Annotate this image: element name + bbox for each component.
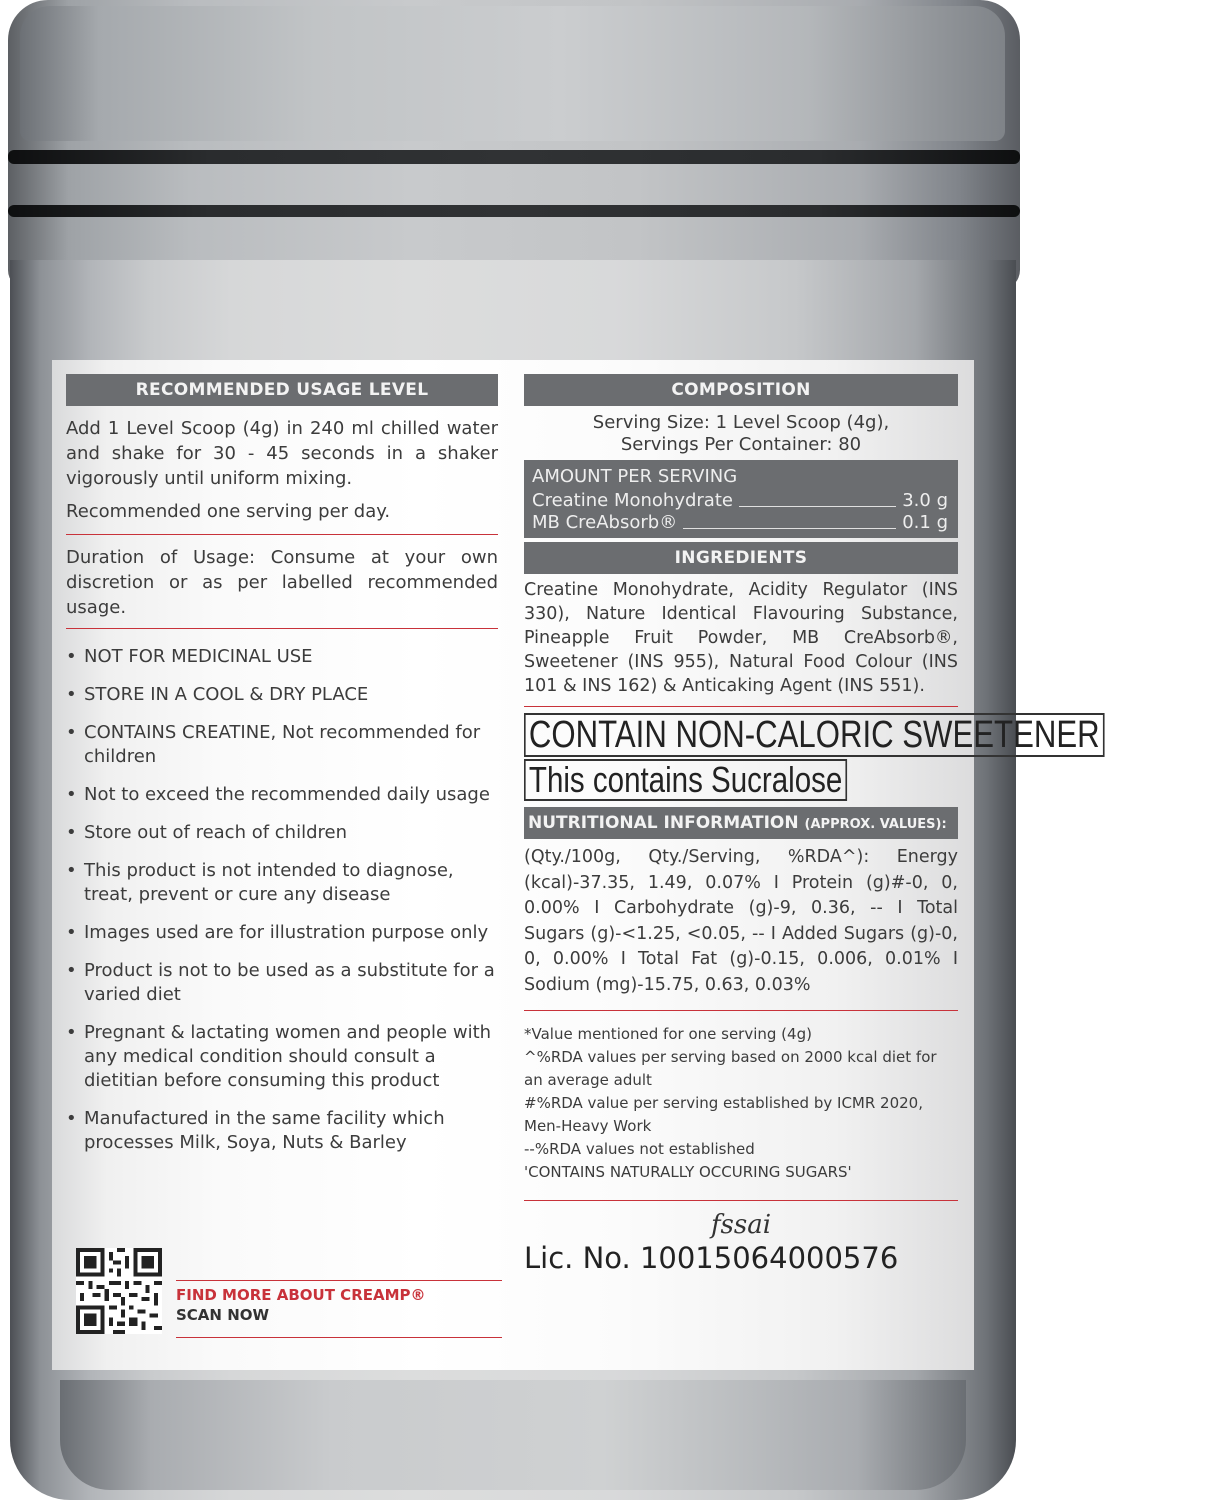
lid-top [20,6,1005,141]
lid-groove-upper [8,150,1020,164]
lid-groove-lower [8,205,1020,217]
footnote: #%RDA value per serving established by ICMR 2020, Men-Heavy Work [524,1094,923,1135]
list-item: • STORE IN A COOL & DRY PLACE [66,683,498,707]
divider [524,706,958,707]
ingredients-header: INGREDIENTS [524,542,958,574]
footnote: *Value mentioned for one serving (4g) [524,1025,812,1043]
divider [66,628,498,629]
list-item: • Product is not to be used as a substitute for a varied diet [66,959,498,1007]
usage-duration: Duration of Usage: Consume at your own discretion or as per labelled recommended usage. [66,547,498,618]
nutrition-title: NUTRITIONAL INFORMATION [528,813,799,833]
nutrition-header [524,807,958,839]
leader-line [739,506,896,507]
left-column [66,374,498,1169]
scan-now-text: SCAN NOW [176,1306,270,1324]
ingredients-text: Creatine Monohydrate, Acidity Regulator (INS 330), Nature Identical Flavouring Substance, Pineapple Fruit Powder, MB CreAbsorb®, Sweetener (INS 955), Natural Food Colour (INS 101 & INS 162) & Anticaking Agent (INS 551). [524,580,958,696]
jar-bottom-rim [60,1380,966,1490]
right-column [524,374,1100,1275]
list-item: • Images used are for illustration purpose only [66,921,498,945]
find-more-text: FIND MORE ABOUT CREAMP® [176,1286,426,1304]
amount-header: AMOUNT PER SERVING [532,466,738,487]
footnote: 'CONTAINS NATURALLY OCCURING SUGARS' [524,1163,852,1181]
footnotes [524,1023,958,1184]
composition-row [532,490,948,512]
fssai-logo: fssai [710,1210,772,1240]
divider [524,1010,958,1011]
footnote: --%RDA values not established [524,1140,755,1158]
divider [176,1337,502,1338]
list-item: • Not to exceed the recommended daily usage [66,783,498,807]
serving-size: Serving Size: 1 Level Scoop (4g), [592,412,890,433]
amount-per-serving-box [524,460,958,538]
sucralose-notice-wrap [524,759,958,801]
list-item: • Store out of reach of children [66,821,498,845]
list-item: • NOT FOR MEDICINAL USE [66,645,498,669]
composition-name: Creatine Monohydrate [532,490,733,511]
composition-name: MB CreAbsorb® [532,512,678,533]
divider [176,1280,502,1281]
qr-code[interactable] [76,1248,162,1334]
usage-header: RECOMMENDED USAGE LEVEL [66,374,498,406]
list-item: • CONTAINS CREATINE, Not recommended for children [66,721,498,769]
sweetener-notice-wrap [524,713,1100,756]
sucralose-notice: This contains Sucralose [524,759,847,801]
usage-per-day: Recommended one serving per day. [66,501,391,522]
license-number: Lic. No. 10015064000576 [524,1241,899,1275]
divider [66,534,498,535]
servings-per-container: Servings Per Container: 80 [620,434,862,455]
leader-line [683,528,896,529]
composition-value: 0.1 g [902,512,948,533]
sweetener-notice: CONTAIN NON-CALORIC SWEETENER [524,713,1105,757]
divider [524,1200,958,1201]
list-item: • Manufactured in the same facility which processes Milk, Soya, Nuts & Barley [66,1107,498,1155]
footnote: ^%RDA values per serving based on 2000 kcal diet for an average adult [524,1048,937,1089]
composition-value: 3.0 g [902,490,948,511]
nutrition-note: (APPROX. VALUES): [804,817,947,832]
composition-header: COMPOSITION [524,374,958,406]
usage-instructions: Add 1 Level Scoop (4g) in 240 ml chilled water and shake for 30 - 45 seconds in a shaker vigorously until uniform mixing. [66,418,498,489]
warnings-list [66,645,498,1155]
list-item: • This product is not intended to diagnose, treat, prevent or cure any disease [66,859,498,907]
nutrition-text: (Qty./100g, Qty./Serving, %RDA^): Energy (kcal)-37.35, 1.49, 0.07% I Protein (g)#-0, 0, 0.00% I Carbohydrate (g)-9, 0.36, -- I Total Sugars (g)-<1.25, <0.05, -- I Added Sugars (g)-0, 0, 0.00% I Total Fat (g)-0.15, 0.006, 0.01% I Sodium (mg)-15.75, 0.63, 0.03% [524,847,958,995]
composition-row [532,512,948,534]
list-item: • Pregnant & lactating women and people with any medical condition should consult a dietitian before consuming this product [66,1021,498,1093]
scan-block [176,1280,502,1338]
